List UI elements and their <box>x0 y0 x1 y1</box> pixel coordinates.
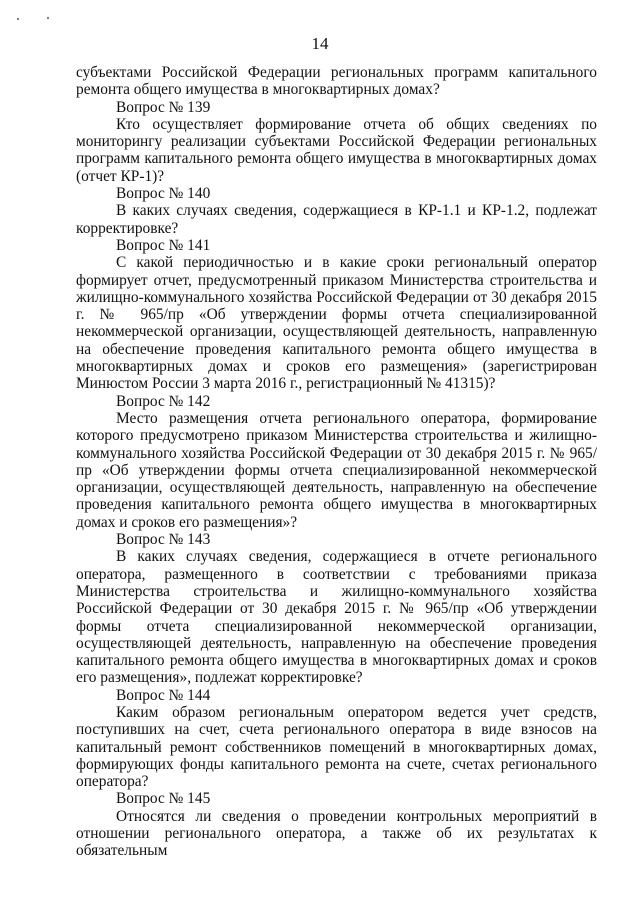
question-text: Место размещения отчета регионального оператора, формирование которого предусмотрено приказом Министерства строительства и жилищно-коммунального хозяйства Российской Федерации от 30 декабря 2015 г. № 965/пр «Об утверждении формы отчета специализированной некоммерческой организации, осуществляющей деятельность, направленную на обеспечение проведения капитального ремонта общего имущества в многоквартирных домах и сроков его размещения»? <box>76 409 597 531</box>
question-text: В каких случаях сведения, содержащиеся в КР-1.1 и КР-1.2, подлежат корректировке? <box>76 202 597 237</box>
scan-speck <box>47 17 49 19</box>
paragraph-continuation: субъектами Российской Федерации региональных программ капитального ремонта общего имущества в многоквартирных домах? <box>76 64 597 99</box>
page-number: 14 <box>311 34 329 53</box>
question-heading: Вопрос № 144 <box>116 686 211 704</box>
question-heading: Вопрос № 142 <box>116 392 211 410</box>
question-text: С какой периодичностью и в какие сроки региональный оператор формирует отчет, предусмотренный приказом Министерства строительства и жилищно-коммунального хозяйства Российской Федерации от 30 декабря 2015 г. № 965/пр «Об утверждении формы отчета специализированной некоммерческой организации, осуществляющей деятельность, направленную на обеспечение проведения капитального ремонта общего имущества в многоквартирных домах и сроков его размещения» (зарегистрирован Минюстом России 3 марта 2016 г., регистрационный № 41315)? <box>76 254 597 393</box>
question-text: Относятся ли сведения о проведении контрольных мероприятий в отношении регионального оператора, а также об их результатах к обязательным <box>76 807 597 860</box>
question-heading: Вопрос № 141 <box>116 236 211 254</box>
question-text: В каких случаях сведения, содержащиеся в отчете регионального оператора, размещенного в соответствии с требованиями приказа Министерства строительства и жилищно-коммунального хозяйства Российской Федерации от 30 декабря 2015 г. № 965/пр «Об утверждении формы отчета специализированной некоммерческой организации, осуществляющей деятельность, направленную на обеспечение проведения капитального ремонта общего имущества в многоквартирных домах и сроков его размещения», подлежат корректировке? <box>76 548 597 687</box>
question-heading: Вопрос № 145 <box>116 790 211 808</box>
question-text: Каким образом региональным оператором ведется учет средств, поступивших на счет, счета регионального оператора в виде взносов на капитальный ремонт собственников помещений в многоквартирных домах, формирующих фонды капитального ремонта на счете, счетах регионального оператора? <box>76 703 597 791</box>
question-heading: Вопрос № 143 <box>116 531 211 549</box>
question-text: Кто осуществляет формирование отчета об общих сведениях по мониторингу реализации субъектами Российской Федерации региональных программ капитального ремонта общего имущества в многоквартирных домах (отчет КР-1)? <box>76 115 597 185</box>
scan-speck <box>17 18 19 20</box>
question-heading: Вопрос № 140 <box>116 185 211 203</box>
document-body <box>76 64 597 860</box>
question-heading: Вопрос № 139 <box>116 98 211 116</box>
